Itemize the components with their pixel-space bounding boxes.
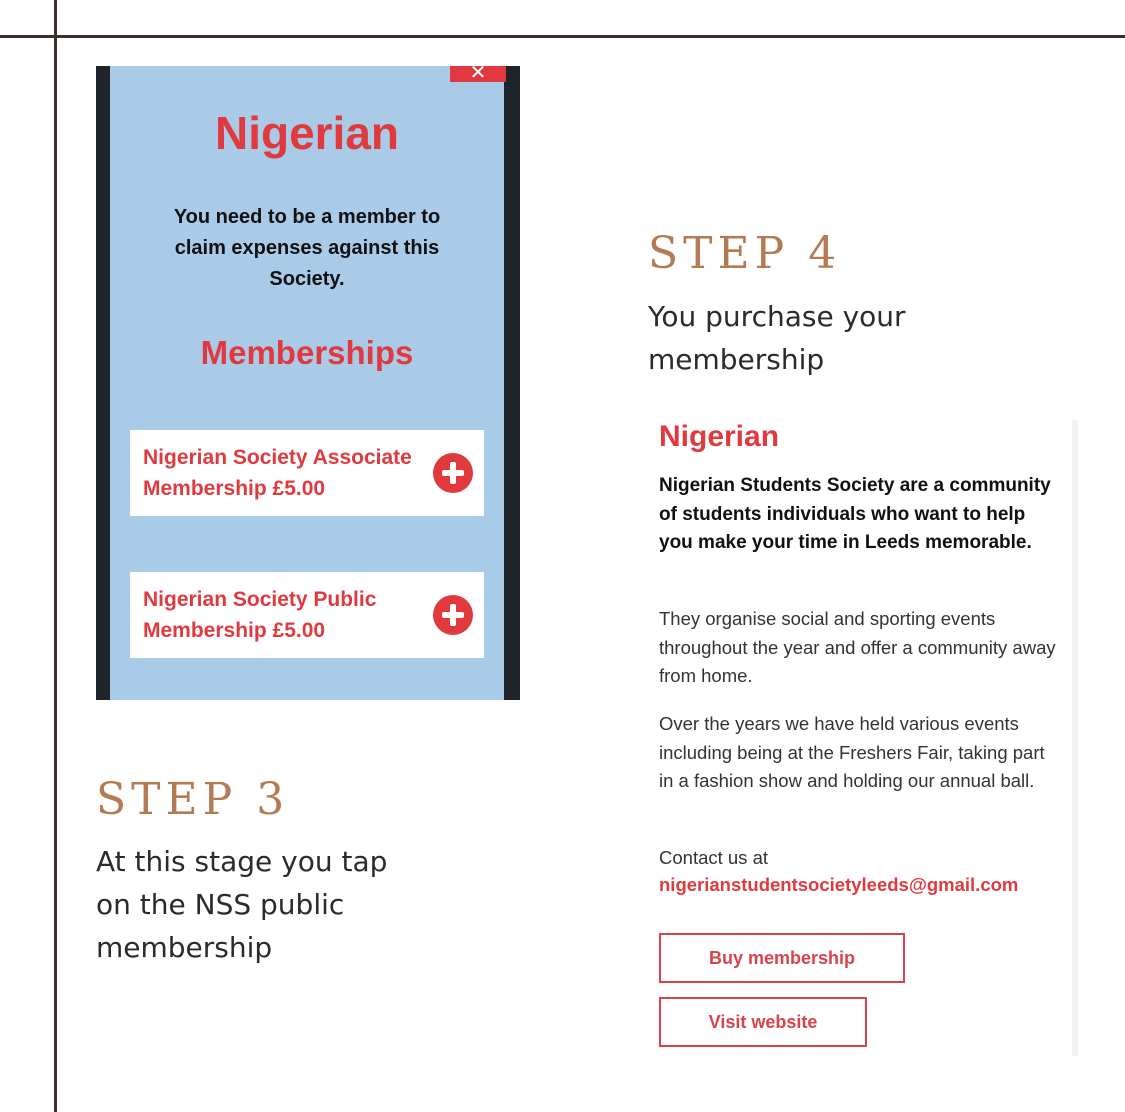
society-paragraph-2: Over the years we have held various events including being at the Freshers Fair, taking part in a fashion show and holding our annual ball. (659, 713, 1045, 791)
plus-icon[interactable] (433, 595, 473, 635)
memberships-heading: Memberships (200, 334, 414, 371)
membership-modal (110, 66, 504, 700)
modal-message: You need to be a member to claim expenses against this Society. (173, 206, 441, 290)
membership-item-associate[interactable] (130, 430, 484, 516)
society-intro: Nigerian Students Society are a community of students individuals who want to help you make your time in Leeds memorable. (659, 475, 1051, 553)
step4-heading: STEP 4 (648, 228, 842, 279)
step3-heading: STEP 3 (96, 774, 290, 825)
membership-label: Nigerian Society Public Membership £5.00 (143, 588, 377, 642)
society-paragraph-1: They organise social and sporting events throughout the year and offer a community away from home. (659, 608, 1056, 686)
horizontal-divider (0, 35, 1125, 38)
society-panel (644, 420, 1078, 1056)
contact-label: Contact us at (659, 847, 769, 868)
visit-website-button[interactable]: Visit website (659, 997, 867, 1047)
contact-email-link[interactable]: nigerianstudentsocietyleeds@gmail.com (659, 874, 1019, 895)
buy-membership-button[interactable]: Buy membership (659, 933, 905, 983)
step4-text: You purchase your membership (648, 300, 906, 376)
membership-item-public[interactable] (130, 572, 484, 658)
modal-title: Nigerian (214, 107, 400, 159)
vertical-divider (54, 0, 57, 1112)
step3-text: At this stage you tap on the NSS public membership (96, 845, 388, 964)
membership-label: Nigerian Society Associate Membership £5.00 (143, 446, 412, 500)
phone-screenshot (96, 66, 520, 700)
close-icon[interactable]: ✕ (450, 66, 506, 82)
society-title: Nigerian (659, 420, 780, 453)
plus-icon[interactable] (433, 453, 473, 493)
